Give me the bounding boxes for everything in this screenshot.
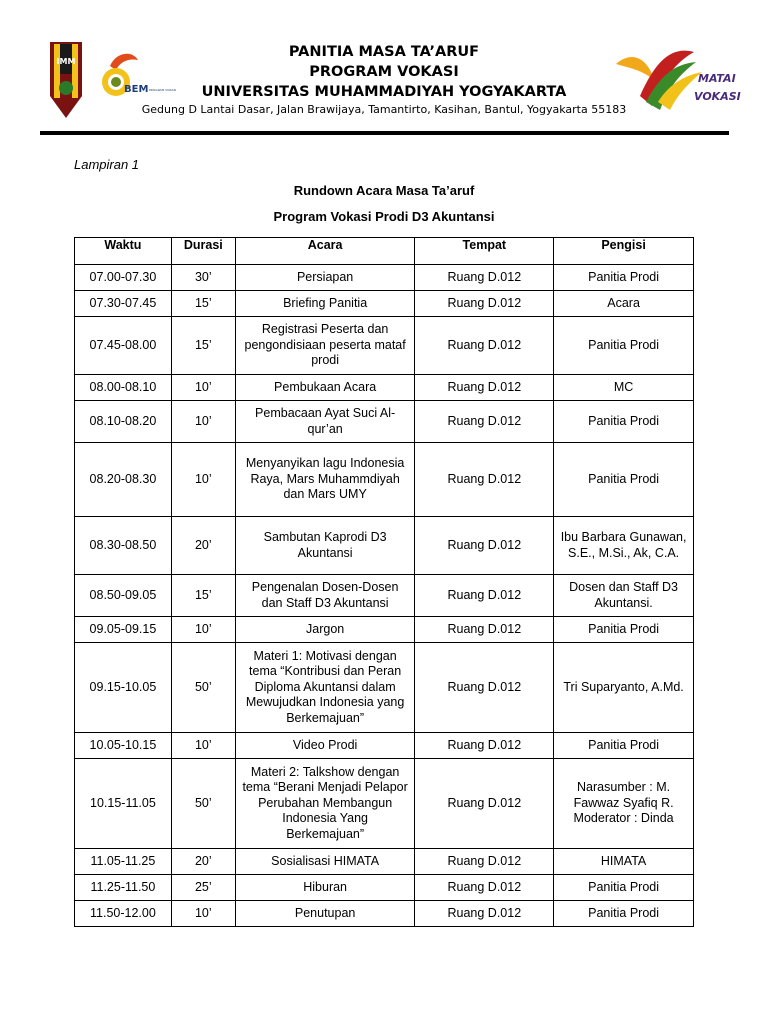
cell-durasi: 20’ — [171, 517, 235, 575]
table-row — [75, 849, 694, 875]
cell-durasi: 20’ — [171, 849, 235, 875]
university-name: UNIVERSITAS MUHAMMADIYAH YOGYAKARTA — [201, 84, 567, 100]
cell-waktu: 10.05-10.15 — [75, 733, 172, 759]
cell-durasi: 10’ — [171, 733, 235, 759]
table-row — [75, 291, 694, 317]
cell-acara: Video Prodi — [235, 733, 415, 759]
svg-text:PROGRAM VOKASI: PROGRAM VOKASI — [149, 88, 177, 92]
cell-pengisi: Narasumber : M. Fawwaz Syafiq R. Moderator : Dinda — [554, 759, 694, 849]
cell-acara: Jargon — [235, 617, 415, 643]
table-row — [75, 517, 694, 575]
table-row — [75, 733, 694, 759]
cell-tempat: Ruang D.012 — [415, 443, 554, 517]
cell-tempat: Ruang D.012 — [415, 375, 554, 401]
svg-text:VOKASI: VOKASI — [694, 90, 741, 103]
header-durasi: Durasi — [171, 238, 235, 265]
attachment-label: Lampiran 1 — [74, 157, 140, 172]
cell-acara: Briefing Panitia — [235, 291, 415, 317]
table-row — [75, 375, 694, 401]
cell-durasi: 30’ — [171, 265, 235, 291]
cell-tempat: Ruang D.012 — [415, 643, 554, 733]
cell-pengisi: MC — [554, 375, 694, 401]
cell-pengisi: Tri Suparyanto, A.Md. — [554, 643, 694, 733]
cell-durasi: 15’ — [171, 317, 235, 375]
cell-pengisi: Acara — [554, 291, 694, 317]
rundown-table — [74, 237, 694, 927]
table-row — [75, 575, 694, 617]
header-waktu: Waktu — [75, 238, 172, 265]
cell-waktu: 08.30-08.50 — [75, 517, 172, 575]
cell-acara: Penutupan — [235, 901, 415, 927]
cell-durasi: 50’ — [171, 643, 235, 733]
cell-acara: Materi 1: Motivasi dengan tema “Kontribusi dan Peran Diploma Akuntansi dalam Mewujudkan Indonesia yang Berkemajuan” — [235, 643, 415, 733]
cell-durasi: 10’ — [171, 401, 235, 443]
cell-tempat: Ruang D.012 — [415, 291, 554, 317]
table-row — [75, 617, 694, 643]
svg-text:MATAI: MATAI — [698, 72, 736, 85]
cell-tempat: Ruang D.012 — [415, 265, 554, 291]
committee-name: PANITIA MASA TA’ARUF — [288, 44, 480, 60]
cell-pengisi: Ibu Barbara Gunawan, S.E., M.Si., Ak, C.A. — [554, 517, 694, 575]
cell-tempat: Ruang D.012 — [415, 875, 554, 901]
document-title: Rundown Acara Masa Ta’aruf — [293, 183, 475, 198]
cell-tempat: Ruang D.012 — [415, 401, 554, 443]
header-divider — [40, 131, 729, 135]
cell-acara: Pembukaan Acara — [235, 375, 415, 401]
cell-acara: Registrasi Peserta dan pengondisiaan peserta mataf prodi — [235, 317, 415, 375]
cell-waktu: 07.00-07.30 — [75, 265, 172, 291]
cell-tempat: Ruang D.012 — [415, 517, 554, 575]
table-row — [75, 443, 694, 517]
cell-durasi: 10’ — [171, 443, 235, 517]
cell-acara: Hiburan — [235, 875, 415, 901]
letterhead — [120, 42, 648, 102]
cell-waktu: 09.15-10.05 — [75, 643, 172, 733]
cell-waktu: 10.15-11.05 — [75, 759, 172, 849]
cell-pengisi: Panitia Prodi — [554, 733, 694, 759]
cell-tempat: Ruang D.012 — [415, 617, 554, 643]
cell-pengisi: HIMATA — [554, 849, 694, 875]
table-header-row — [75, 238, 694, 265]
program-name: PROGRAM VOKASI — [309, 64, 459, 80]
cell-waktu: 11.05-11.25 — [75, 849, 172, 875]
cell-durasi: 15’ — [171, 575, 235, 617]
table-row — [75, 265, 694, 291]
cell-durasi: 25’ — [171, 875, 235, 901]
table-row — [75, 643, 694, 733]
cell-acara: Pengenalan Dosen-Dosen dan Staff D3 Akuntansi — [235, 575, 415, 617]
cell-tempat: Ruang D.012 — [415, 575, 554, 617]
cell-pengisi: Panitia Prodi — [554, 317, 694, 375]
document-subtitle: Program Vokasi Prodi D3 Akuntansi — [273, 209, 495, 224]
cell-pengisi: Panitia Prodi — [554, 875, 694, 901]
cell-waktu: 08.50-09.05 — [75, 575, 172, 617]
table-row — [75, 875, 694, 901]
cell-acara: Materi 2: Talkshow dengan tema “Berani Menjadi Pelapor Perubahan Membangun Indonesia Yang Berkemajuan” — [235, 759, 415, 849]
cell-waktu: 11.25-11.50 — [75, 875, 172, 901]
cell-acara: Sosialisasi HIMATA — [235, 849, 415, 875]
cell-durasi: 15’ — [171, 291, 235, 317]
cell-pengisi: Panitia Prodi — [554, 617, 694, 643]
cell-pengisi: Panitia Prodi — [554, 401, 694, 443]
table-row — [75, 401, 694, 443]
cell-pengisi: Panitia Prodi — [554, 443, 694, 517]
table-row — [75, 901, 694, 927]
cell-acara: Pembacaan Ayat Suci Al-qur’an — [235, 401, 415, 443]
table-row — [75, 759, 694, 849]
cell-pengisi: Panitia Prodi — [554, 265, 694, 291]
cell-durasi: 50’ — [171, 759, 235, 849]
cell-durasi: 10’ — [171, 375, 235, 401]
cell-waktu: 11.50-12.00 — [75, 901, 172, 927]
cell-tempat: Ruang D.012 — [415, 901, 554, 927]
cell-tempat: Ruang D.012 — [415, 849, 554, 875]
cell-tempat: Ruang D.012 — [415, 317, 554, 375]
cell-waktu: 09.05-09.15 — [75, 617, 172, 643]
cell-waktu: 08.00-08.10 — [75, 375, 172, 401]
cell-waktu: 08.20-08.30 — [75, 443, 172, 517]
cell-waktu: 08.10-08.20 — [75, 401, 172, 443]
svg-text:BEM: BEM — [124, 84, 149, 95]
cell-waktu: 07.45-08.00 — [75, 317, 172, 375]
cell-pengisi: Panitia Prodi — [554, 901, 694, 927]
cell-acara: Menyanyikan lagu Indonesia Raya, Mars Muhammdiyah dan Mars UMY — [235, 443, 415, 517]
cell-acara: Persiapan — [235, 265, 415, 291]
cell-tempat: Ruang D.012 — [415, 759, 554, 849]
address: Gedung D Lantai Dasar, Jalan Brawijaya, Tamantirto, Kasihan, Bantul, Yogyakarta 55183 — [141, 103, 627, 116]
header-acara: Acara — [235, 238, 415, 265]
cell-durasi: 10’ — [171, 901, 235, 927]
cell-acara: Sambutan Kaprodi D3 Akuntansi — [235, 517, 415, 575]
cell-tempat: Ruang D.012 — [415, 733, 554, 759]
cell-pengisi: Dosen dan Staff D3 Akuntansi. — [554, 575, 694, 617]
table-row — [75, 317, 694, 375]
cell-waktu: 07.30-07.45 — [75, 291, 172, 317]
imm-logo-text: IMM — [56, 57, 76, 66]
header-pengisi: Pengisi — [554, 238, 694, 265]
header-tempat: Tempat — [415, 238, 554, 265]
cell-durasi: 10’ — [171, 617, 235, 643]
